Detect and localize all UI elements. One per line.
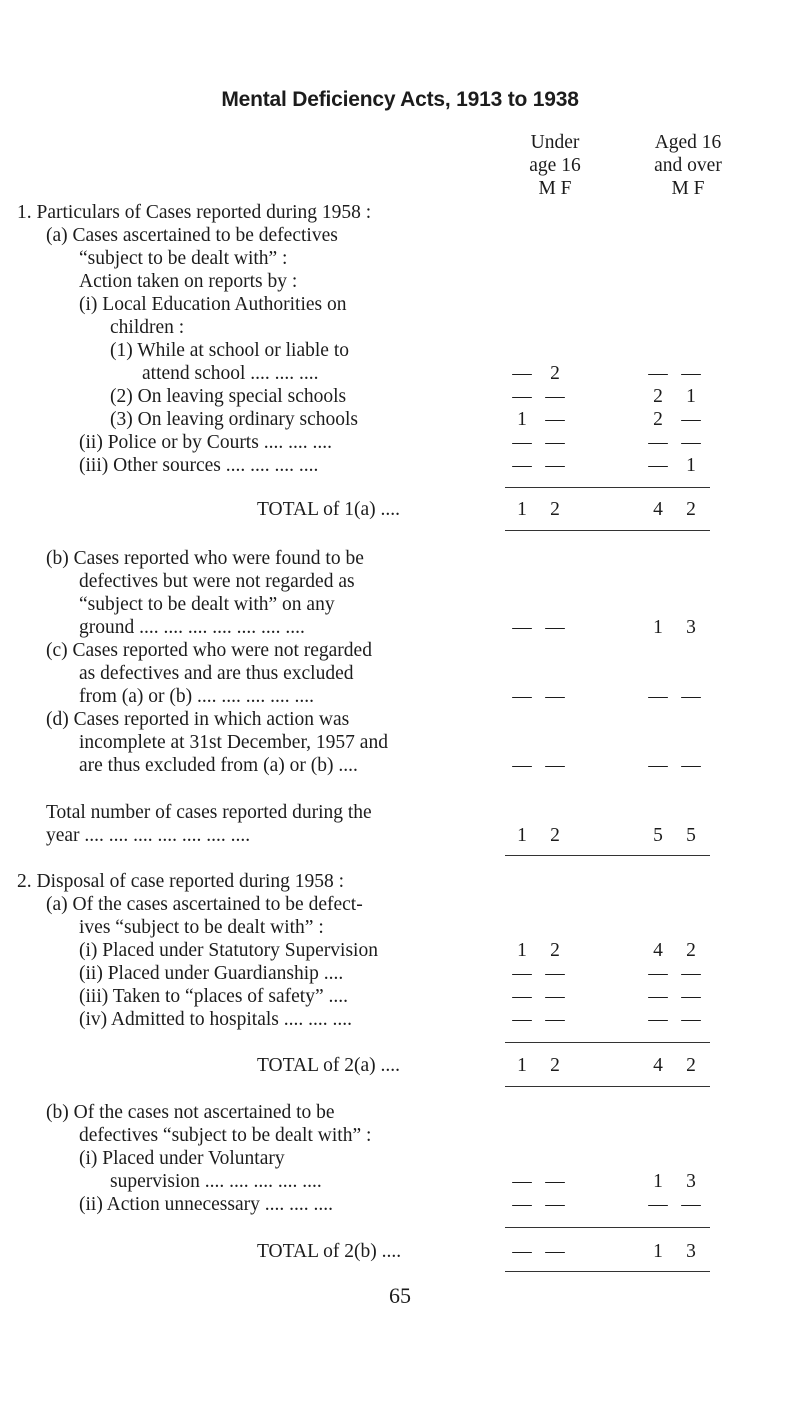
section-1-heading: 1. Particulars of Cases reported during 1958 : [17,202,372,223]
cell-total-2a-aged-m: 4 [653,1055,663,1076]
cell-2b-i-under-m: — [512,1171,532,1192]
cell-total-1a-under-f: 2 [550,499,560,520]
cell-total-2b-aged-f: 3 [686,1241,696,1262]
cell-1a-ii-aged-f: — [681,432,701,453]
cell-1a-i-1-aged-m: — [648,363,668,384]
item-2b-line2: defectives “subject to be dealt with” : [79,1125,372,1146]
header-under16-line2: age 16 [529,155,581,176]
cell-1a-i-3-under-m: 1 [517,409,527,430]
item-1b-line2: defectives but were not regarded as [79,571,355,592]
item-1a-ii: (ii) Police or by Courts .... .... .... [79,432,332,453]
cell-1b-under-m: — [512,617,532,638]
cell-1a-iii-under-m: — [512,455,532,476]
item-1a-i-1-line2: attend school .... .... .... [142,363,319,384]
item-2a-iv: (iv) Admitted to hospitals .... .... .... [79,1009,352,1030]
cell-2b-ii-under-f: — [545,1194,565,1215]
cell-2b-i-under-f: — [545,1171,565,1192]
rule-above-total-2a [505,1042,710,1043]
cell-1a-i-2-aged-m: 2 [653,386,663,407]
item-1d-line1: (d) Cases reported in which action was [46,709,350,730]
rule-above-total-2b [505,1227,710,1228]
cell-1a-i-2-under-f: — [545,386,565,407]
total-2a-label: TOTAL of 2(a) .... [257,1055,401,1076]
cell-total-2b-under-f: — [545,1241,565,1262]
cell-1c-under-f: — [545,686,565,707]
cell-total-1a-aged-m: 4 [653,499,663,520]
header-aged16-mf: M F [671,178,705,199]
cell-1d-aged-f: — [681,755,701,776]
cell-1a-i-2-aged-f: 1 [686,386,696,407]
cell-1b-aged-m: 1 [653,617,663,638]
item-2a-i: (i) Placed under Statutory Supervision [79,940,378,961]
cell-2a-ii-under-f: — [545,963,565,984]
cell-2b-ii-aged-m: — [648,1194,668,1215]
item-1a-i-line2: children : [110,317,185,338]
cell-2a-i-under-f: 2 [550,940,560,961]
total-1a-label: TOTAL of 1(a) .... [257,499,401,520]
cell-total-2a-under-m: 1 [517,1055,527,1076]
cell-total-2a-aged-f: 2 [686,1055,696,1076]
cell-total-2a-under-f: 2 [550,1055,560,1076]
cell-1a-i-1-under-f: 2 [550,363,560,384]
cell-total-2b-under-m: — [512,1241,532,1262]
cell-1d-aged-m: — [648,755,668,776]
section-2-heading: 2. Disposal of case reported during 1958 : [17,871,345,892]
cell-2a-iii-under-m: — [512,986,532,1007]
rule-below-total-1a [505,530,710,531]
cell-2a-iii-aged-f: — [681,986,701,1007]
rule-below-total-2a [505,1086,710,1087]
cell-2a-iii-aged-m: — [648,986,668,1007]
header-aged16-line1: Aged 16 [654,132,722,153]
item-1a-i-2: (2) On leaving special schools [110,386,347,407]
cell-2a-iv-aged-m: — [648,1009,668,1030]
item-1d-line3: are thus excluded from (a) or (b) .... [79,755,358,776]
item-1c-line3: from (a) or (b) .... .... .... .... .... [79,686,315,707]
cell-2b-i-aged-m: 1 [653,1171,663,1192]
item-1a-i-1-line1: (1) While at school or liable to [110,340,349,361]
cell-2b-ii-aged-f: — [681,1194,701,1215]
item-1c-line1: (c) Cases reported who were not regarded [46,640,372,661]
cell-1c-aged-f: — [681,686,701,707]
cell-1b-aged-f: 3 [686,617,696,638]
header-under16-mf: M F [538,178,572,199]
cell-1a-i-1-aged-f: — [681,363,701,384]
cell-1a-i-2-under-m: — [512,386,532,407]
cell-2a-ii-under-m: — [512,963,532,984]
cell-1a-ii-under-f: — [545,432,565,453]
item-2a-iii: (iii) Taken to “places of safety” .... [79,986,349,1007]
cell-1a-ii-aged-m: — [648,432,668,453]
cell-2a-ii-aged-m: — [648,963,668,984]
cell-1a-i-3-aged-f: — [681,409,701,430]
rule-below-total-2b [505,1271,710,1272]
total-year-line1: Total number of cases reported during the [46,802,372,823]
cell-1a-iii-aged-f: 1 [686,455,696,476]
cell-2a-i-under-m: 1 [517,940,527,961]
cell-1a-i-3-under-f: — [545,409,565,430]
item-1a-line1: (a) Cases ascertained to be defectives [46,225,338,246]
item-1a-i-line1: (i) Local Education Authorities on [79,294,347,315]
page-title: Mental Deficiency Acts, 1913 to 1938 [221,88,579,111]
cell-2a-iii-under-f: — [545,986,565,1007]
cell-2a-i-aged-f: 2 [686,940,696,961]
cell-2a-ii-aged-f: — [681,963,701,984]
item-2b-ii: (ii) Action unnecessary .... .... .... [79,1194,333,1215]
header-aged16-line2: and over [654,155,722,176]
cell-1a-ii-under-m: — [512,432,532,453]
cell-2a-iv-aged-f: — [681,1009,701,1030]
cell-1a-i-3-aged-m: 2 [653,409,663,430]
item-2a-ii: (ii) Placed under Guardianship .... [79,963,344,984]
item-1a-line2: “subject to be dealt with” : [79,248,288,269]
item-2b-i-line2: supervision .... .... .... .... .... [110,1171,322,1192]
item-2a-line1: (a) Of the cases ascertained to be defect- [46,894,363,915]
item-1d-line2: incomplete at 31st December, 1957 and [79,732,388,753]
cell-total-year-aged-m: 5 [653,825,663,846]
item-1b-line3: “subject to be dealt with” on any [79,594,335,615]
item-2b-line1: (b) Of the cases not ascertained to be [46,1102,335,1123]
cell-2a-iv-under-f: — [545,1009,565,1030]
cell-2a-i-aged-m: 4 [653,940,663,961]
cell-1c-under-m: — [512,686,532,707]
item-1a-iii: (iii) Other sources .... .... .... .... [79,455,319,476]
cell-1a-iii-aged-m: — [648,455,668,476]
item-2a-line2: ives “subject to be dealt with” : [79,917,324,938]
cell-2a-iv-under-m: — [512,1009,532,1030]
cell-total-year-aged-f: 5 [686,825,696,846]
item-2b-i-line1: (i) Placed under Voluntary [79,1148,285,1169]
page-number: 65 [389,1283,411,1308]
header-under16-line1: Under [530,132,580,153]
item-1c-line2: as defectives and are thus excluded [79,663,354,684]
item-1a-line3: Action taken on reports by : [79,271,298,292]
cell-1d-under-f: — [545,755,565,776]
cell-1a-i-1-under-m: — [512,363,532,384]
item-1a-i-3: (3) On leaving ordinary schools [110,409,359,430]
rule-above-total-1a [505,487,710,488]
total-2b-label: TOTAL of 2(b) .... [257,1241,402,1262]
item-1b-line1: (b) Cases reported who were found to be [46,548,364,569]
cell-total-year-under-m: 1 [517,825,527,846]
rule-below-total-year [505,855,710,856]
total-year-line2: year .... .... .... .... .... .... .... [46,825,251,846]
item-1b-line4: ground .... .... .... .... .... .... .... [79,617,305,638]
cell-1c-aged-m: — [648,686,668,707]
cell-total-2b-aged-m: 1 [653,1241,663,1262]
cell-1d-under-m: — [512,755,532,776]
cell-1b-under-f: — [545,617,565,638]
cell-1a-iii-under-f: — [545,455,565,476]
cell-total-1a-under-m: 1 [517,499,527,520]
cell-total-year-under-f: 2 [550,825,560,846]
cell-total-1a-aged-f: 2 [686,499,696,520]
cell-2b-ii-under-m: — [512,1194,532,1215]
cell-2b-i-aged-f: 3 [686,1171,696,1192]
